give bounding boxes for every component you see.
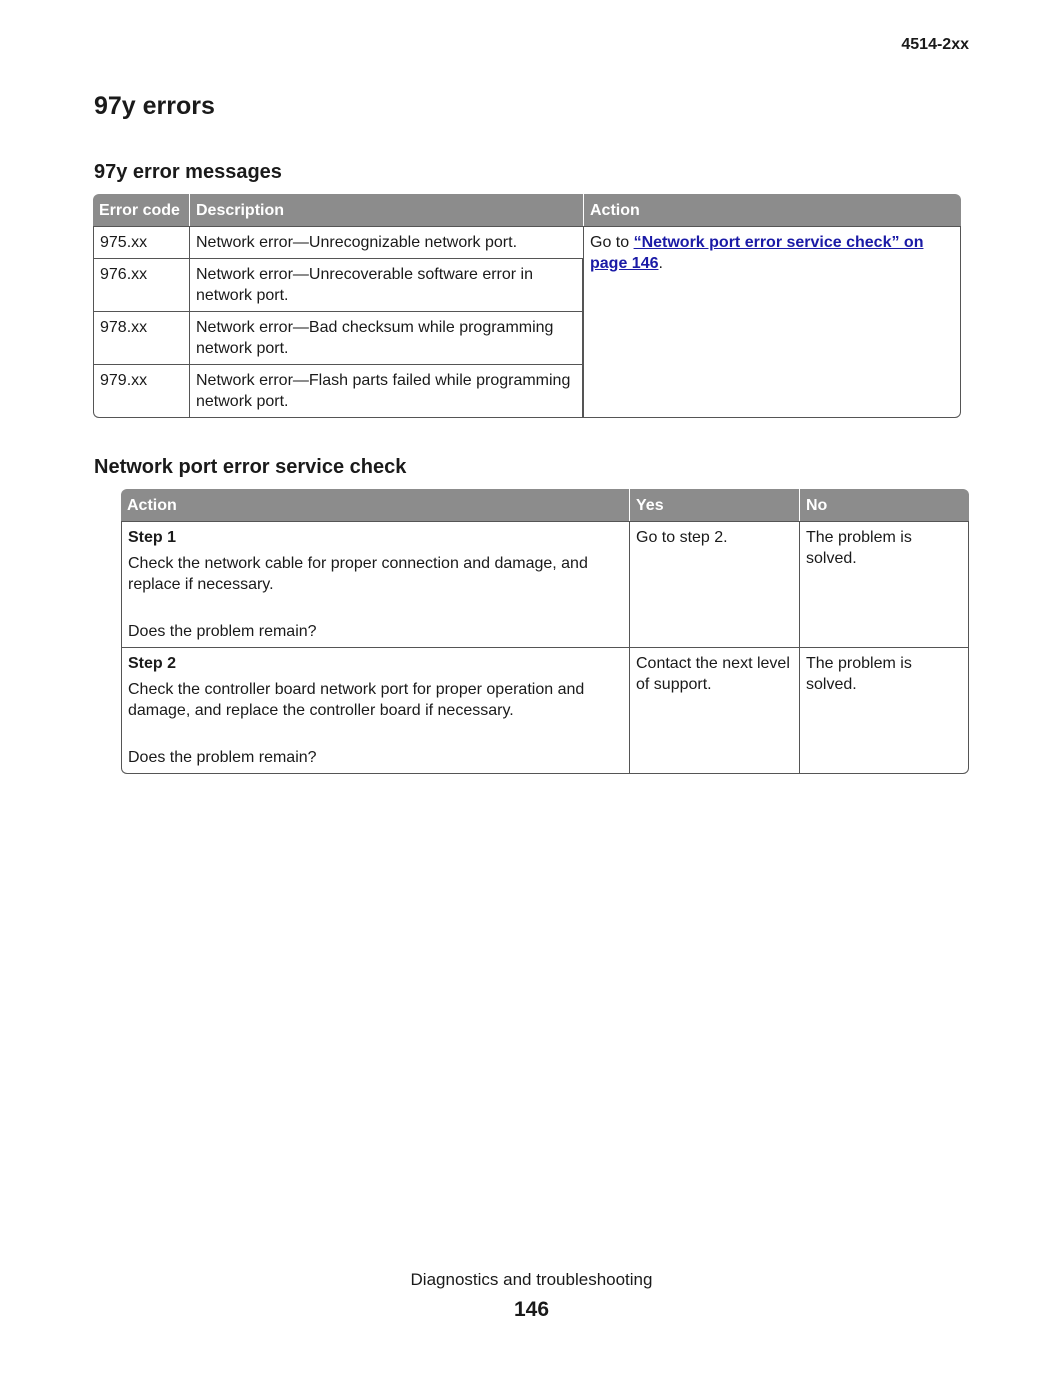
yes-cell: Go to step 2.: [629, 521, 799, 647]
section-title-error-messages: 97y error messages: [94, 161, 282, 183]
column-header-action: Action: [583, 194, 961, 226]
description-cell: Network error—Bad checksum while programming network port.: [189, 311, 583, 364]
yes-cell: Contact the next level of support.: [629, 647, 799, 774]
step-instruction: Check the network cable for proper connection and damage, and replace if necessary.: [128, 555, 588, 593]
action-cell: [583, 226, 961, 418]
page-title: 97y errors: [94, 92, 215, 120]
error-code-cell: 976.xx: [93, 258, 189, 311]
action-prefix: Go to: [590, 234, 634, 251]
no-cell: The problem is solved.: [799, 647, 969, 774]
column-header-error-code: Error code: [93, 194, 189, 226]
error-code-cell: 978.xx: [93, 311, 189, 364]
document-model-number: 4514-2xx: [901, 36, 969, 53]
description-cell: Network error—Unrecognizable network port.: [189, 226, 583, 258]
table-row: [121, 521, 969, 647]
footer-section-name: Diagnostics and troubleshooting: [410, 1270, 653, 1289]
error-code-cell: 979.xx: [93, 364, 189, 418]
table-header-row: [121, 489, 969, 521]
error-code-cell: 975.xx: [93, 226, 189, 258]
step-title: Step 1: [128, 529, 177, 546]
step-instruction: Check the controller board network port for proper operation and damage, and replace the controller board if necessary.: [128, 681, 585, 719]
step-action-cell: [121, 647, 629, 774]
column-header-action: Action: [121, 489, 629, 521]
description-cell: Network error—Flash parts failed while programming network port.: [189, 364, 583, 418]
action-suffix: .: [658, 255, 663, 272]
table-row: [93, 226, 961, 258]
service-check-table: [121, 489, 969, 774]
step-question: Does the problem remain?: [128, 749, 317, 766]
service-check-link[interactable]: “Network port error service check” on page 146: [590, 234, 924, 272]
error-messages-table: [93, 194, 961, 418]
column-header-no: No: [799, 489, 969, 521]
description-cell: Network error—Unrecoverable software error in network port.: [189, 258, 583, 311]
section-title-service-check: Network port error service check: [94, 456, 407, 478]
step-title: Step 2: [128, 655, 177, 672]
column-header-yes: Yes: [629, 489, 799, 521]
no-cell: The problem is solved.: [799, 521, 969, 647]
column-header-description: Description: [189, 194, 583, 226]
page-number: 146: [513, 1298, 550, 1321]
table-header-row: [93, 194, 961, 226]
step-action-cell: [121, 521, 629, 647]
step-question: Does the problem remain?: [128, 623, 317, 640]
table-row: [121, 647, 969, 774]
